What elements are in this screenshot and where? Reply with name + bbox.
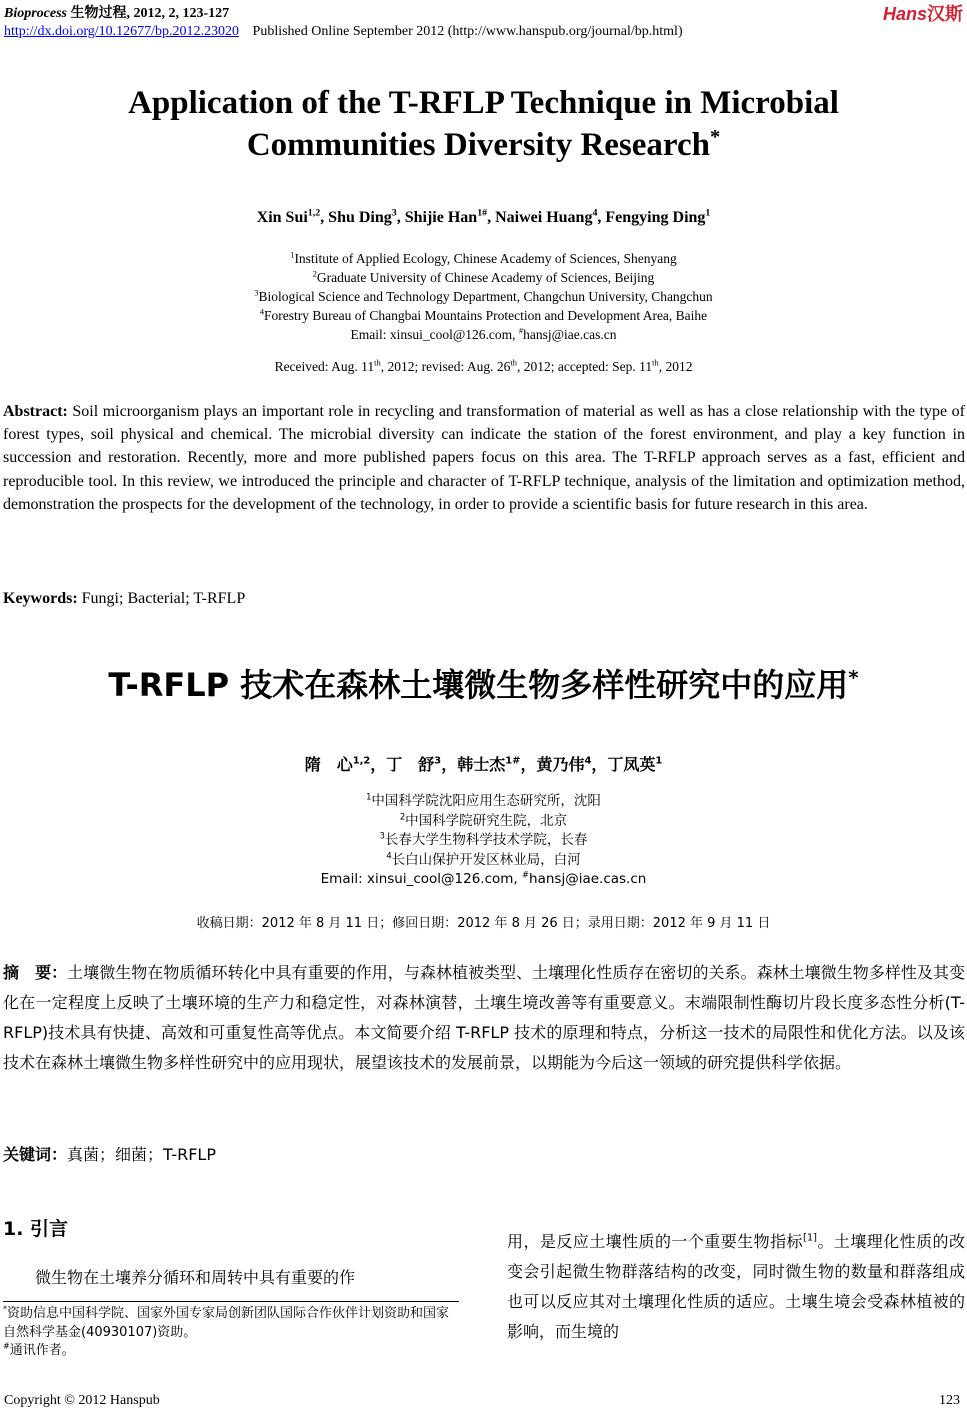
email-cn: Email: xinsui_cool@126.com, #hansj@iae.cas.cn (320, 869, 647, 887)
authors-en (0, 209, 967, 227)
affiliation-cn: $^2$中国科学院研究生院，北京 (399, 811, 568, 829)
body-left-column (3, 1263, 460, 1293)
right-text-after: 。土壤理化性质的改变会引起微生物群落结构的改变，同时微生物的数量和群落组成也可以反应其对土壤理化性质的适应。土壤生境会受森林植被的影响，而生境的 (507, 1232, 965, 1341)
affiliations-cn (0, 792, 967, 890)
title-en-line2-text: Communities Diversity Research (246, 127, 710, 163)
title-cn-text: T-RFLP 技术在森林土壤微生物多样性研究中的应用 (108, 666, 849, 704)
keywords-en (3, 590, 245, 608)
author-en: Naiwei Huang$^4$, (495, 207, 606, 226)
footnote-divider (3, 1301, 459, 1302)
affiliation-cn: $^3$长春大学生物科学技术学院，长春 (379, 830, 588, 848)
logo-cn: 汉斯 (927, 4, 963, 24)
author-en: Fengying Ding$^1$ (605, 207, 711, 226)
received-dates-en: Received: Aug. 11th, 2012; revised: Aug. 26th, 2012; accepted: Sep. 11th, 2012 (274, 358, 693, 374)
journal-name-cn: 生物过程 (70, 6, 127, 21)
copyright: Copyright © 2012 Hanspub (4, 1393, 160, 1408)
footnotes (3, 1305, 460, 1361)
journal-citation (4, 2, 229, 22)
abstract-cn (3, 958, 965, 1078)
citation: , 2012, 2, 123-127 (126, 6, 230, 21)
title-en-line1: Application of the T-RFLP Technique in Microbial (128, 85, 839, 121)
title-en-footnote-mark: * (709, 126, 721, 148)
author-en: Shu Ding$^3$, (328, 207, 405, 226)
abstract-text-en: Soil microorganism plays an important role in recycling and transformation of material as well as has a close relationship with the type of forest types, soil physical and chemical. The microbial diversity can indicate the station of the forest environment, and play a key function in succession and restoration. Recently, more and more published papers focus on this area. The T-RFLP approach serves as a fast, efficient and reproducible tool. In this review, we introduced the principle and character of T-RFLP technique, analysis of the limitation and optimization method, demonstration the prospects for the development of the technology, in order to provide a scientific basis for future research in this area. (3, 403, 965, 513)
author-en: Xin Sui$^{1,2}$, (256, 207, 329, 226)
abstract-label-cn: 摘 要： (3, 963, 68, 982)
logo-en: Hans (882, 4, 927, 24)
keywords-cn (3, 1142, 216, 1165)
affiliation-cn: $^1$中国科学院沈阳应用生态研究所，沈阳 (366, 791, 601, 809)
author-cn: 黄乃伟$^4$， (536, 755, 608, 774)
doi-line (4, 24, 683, 40)
affiliation-en: $^2$Graduate University of Chinese Academy of Sciences, Beijing (312, 269, 655, 285)
keywords-text-cn: 真菌；细菌；T-RFLP (67, 1145, 216, 1164)
affiliation-en: $^3$Biological Science and Technology Department, Changchun University, Changchun (254, 288, 713, 304)
abstract-en (3, 400, 965, 516)
footnote-corresponding: #通讯作者。 (3, 1341, 75, 1358)
keywords-label-cn: 关键词： (3, 1145, 68, 1164)
citation-ref: [1] (802, 1232, 817, 1244)
published-online: Published Online September 2012 (http://www.hanspub.org/journal/bp.html) (252, 24, 683, 39)
author-cn: 丁 舒$^3$， (386, 755, 458, 774)
intro-paragraph-start: 微生物在土壤养分循环和周转中具有重要的作 (35, 1268, 356, 1287)
author-en: Shijie Han$^{1\#}$, (404, 207, 496, 226)
body-right-column (507, 1227, 965, 1347)
hans-logo (883, 0, 963, 26)
affiliation-en: $^4$Forestry Bureau of Changbai Mountains Protection and Development Area, Baihe (259, 307, 708, 323)
footnote-funding: *资助信息中国科学院、国家外国专家局创新团队国际合作伙伴计划资助和国家自然科学基金(40930107)资助。 (3, 1304, 450, 1340)
page-number: 123 (939, 1393, 960, 1408)
received-dates-cn: 收稿日期：2012 年 8 月 11 日；修回日期：2012 年 8 月 26 日；录用日期：2012 年 9 月 11 日 (196, 916, 771, 931)
section-heading-intro: 1. 引言 (3, 1218, 69, 1240)
author-cn: 丁凤英$^1$ (607, 755, 663, 774)
doi-link[interactable]: http://dx.doi.org/10.12677/bp.2012.23020 (4, 24, 240, 39)
author-cn: 韩士杰$^{1\#}$， (457, 755, 537, 774)
keywords-text-en: Fungi; Bacterial; T-RFLP (77, 590, 246, 607)
authors-cn (0, 752, 967, 775)
email-en: Email: xinsui_cool@126.com, #hansj@iae.cas.cn (350, 326, 617, 342)
affiliation-en: $^1$Institute of Applied Ecology, Chinese Academy of Sciences, Shenyang (290, 250, 677, 266)
affiliations-en (0, 249, 967, 344)
abstract-text-cn: 土壤微生物在物质循环转化中具有重要的作用，与森林植被类型、土壤理化性质存在密切的关系。森林土壤微生物多样性及其变化在一定程度上反映了土壤环境的生产力和稳定性，对森林演替，土壤生境改善等有重要意义。末端限制性酶切片段长度多态性分析(T-RFLP)技术具有快捷、高效和可重复性高等优点。本文简要介绍 T-RFLP 技术的原理和特点，分析这一技术的局限性和优化方法。以及该技术在森林土壤微生物多样性研究中的应用现状，展望该技术的发展前景，以期能为今后这一领域的研究提供科学依据。 (3, 963, 965, 1072)
journal-name: Bioprocess (4, 6, 67, 21)
affiliation-cn: $^4$长白山保护开发区林业局，白河 (386, 850, 581, 868)
paper-title-cn (0, 660, 967, 706)
author-cn: 隋 心$^{1,2}$， (304, 755, 387, 774)
right-text-before: 用，是反应土壤性质的一个重要生物指标 (507, 1232, 803, 1251)
paper-title-en (0, 82, 967, 166)
title-en-line2 (0, 124, 967, 166)
title-cn-footnote-mark: * (848, 666, 859, 690)
abstract-label-en: Abstract: (3, 403, 68, 420)
keywords-label-en: Keywords: (3, 590, 78, 607)
